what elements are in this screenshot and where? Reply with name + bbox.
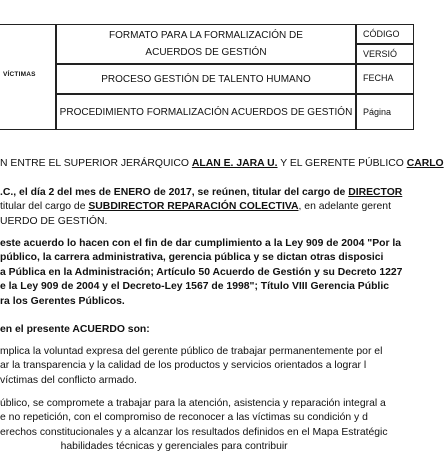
page-label: Página: [363, 107, 392, 117]
commitment-line-2: ar la transparencia y la calidad de los productos y servicios orientados a lograr l: [0, 360, 367, 372]
page-cell: [356, 94, 414, 130]
legal-line-2: público, la carrera administrativa, gerencia pública y se dictan otras disposici: [0, 252, 384, 264]
legal-line-1: este acuerdo lo hacen con el fin de dar cumplimiento a la Ley 909 de 2004 "Por la: [0, 238, 402, 249]
intro-text-b: Y EL GERENTE PÚBLICO: [277, 158, 407, 169]
commitment-paragraph: [0, 345, 440, 388]
meeting-paragraph: [0, 186, 440, 229]
left-label: VÍCTIMAS: [3, 71, 36, 78]
intro-text-a: N ENTRE EL SUPERIOR JERÁRQUICO: [0, 158, 192, 169]
version-label: VERSIÓ: [363, 49, 398, 59]
obligation-line-4: habilidades técnicas y gerenciales para contribuir: [0, 441, 288, 453]
legal-paragraph: [0, 237, 440, 309]
meeting-line-1: .C., el día 2 del mes de ENERO de 2017, se reúnen, titular del cargo de: [0, 187, 349, 198]
code-cell: [356, 24, 414, 44]
commitment-line-3: víctimas del conflicto armado.: [0, 374, 137, 386]
commitment-line-1: mplica la voluntad expresa del gerente público de trabajar permanentemente por el: [0, 346, 383, 357]
section-heading: [0, 323, 440, 337]
obligation-line-1: úblico, se compromete a trabajar para la atención, asistencia y reparación integral a: [0, 398, 386, 409]
legal-line-4: e la Ley 909 de 2004 y el Decreto-Ley 1567 de 1998"; Título VIII Gerencia Públic: [0, 281, 389, 293]
code-label: CÓDIGO: [363, 29, 400, 39]
legal-line-5: ra los Gerentes Públicos.: [0, 295, 125, 307]
obligation-line-2: e no repetición, con el compromiso de reconocer a las víctimas su condición y d: [0, 412, 368, 424]
legal-line-3: a Pública en la Administración; Artículo 50 Acuerdo de Gestión y su Decreto 1227: [0, 266, 403, 278]
process-cell: [56, 64, 356, 94]
obligation-paragraph: [0, 397, 440, 455]
meeting-line-2-a: titular del cargo de: [0, 201, 89, 213]
date-cell: [356, 64, 414, 94]
obligation-line-3: erechos constitucionales y a alcanzar los resultados definidos en el Mapa Estratégic: [0, 426, 388, 438]
title-cell: [56, 24, 356, 64]
subdirector-role: SUBDIRECTOR REPARACIÓN COLECTIVA: [88, 201, 299, 213]
superior-name: ALAN E. JARA U.: [191, 158, 278, 169]
logo-cell: [0, 24, 56, 130]
version-cell: [356, 44, 414, 64]
procedure-cell: [56, 94, 356, 130]
date-label: FECHA: [363, 73, 394, 83]
title-line-1: FORMATO PARA LA FORMALIZACIÓN DE: [109, 30, 303, 41]
meeting-line-2-b: , en adelante gerent: [298, 201, 391, 213]
director-role: DIRECTOR: [348, 187, 403, 198]
process-title: PROCESO GESTIÓN DE TALENTO HUMANO: [101, 74, 311, 85]
title-line-2: ACUERDOS DE GESTIÓN: [145, 47, 267, 58]
meeting-line-3: UERDO DE GESTIÓN.: [0, 215, 108, 227]
intro-paragraph: [0, 157, 444, 171]
procedure-title: PROCEDIMIENTO FORMALIZACIÓN ACUERDOS DE GESTIÓN: [59, 107, 353, 118]
section-heading-text: en el presente ACUERDO son:: [0, 324, 150, 335]
header-table: [0, 24, 414, 130]
manager-name: CARLO: [406, 158, 444, 169]
